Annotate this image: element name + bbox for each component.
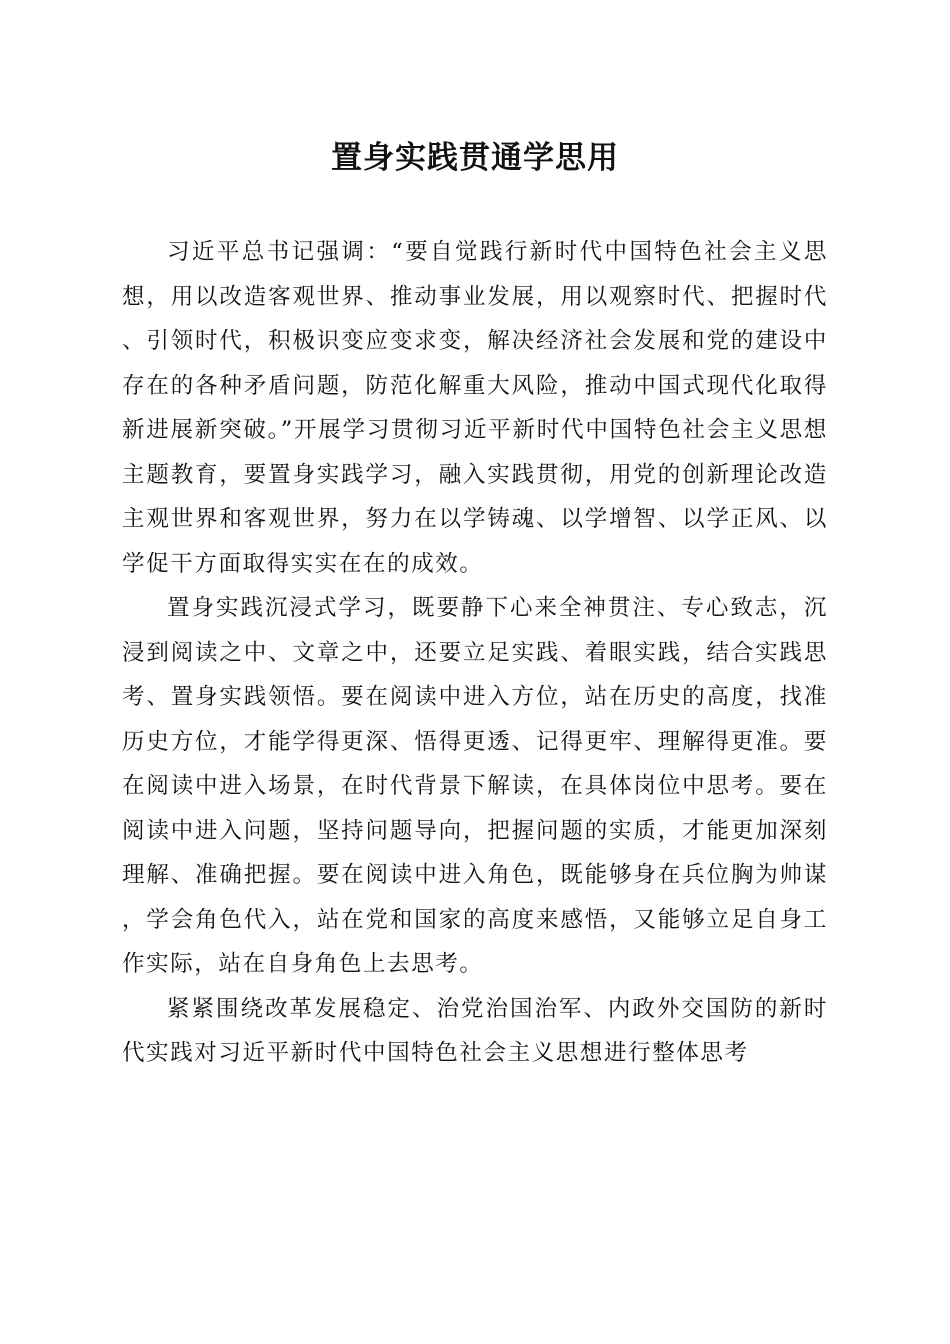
paragraph-3: 紧紧围绕改革发展稳定、治党治国治军、内政外交国防的新时代实践对习近平新时代中国特色社会主义思想进行整体思考: [122, 995, 828, 1066]
paragraph-2: 置身实践沉浸式学习，既要静下心来全神贯注、专心致志，沉浸到阅读之中、文章之中，还要立足实践、着眼实践，结合实践思考、置身实践领悟。要在阅读中进入方位，站在历史的高度，找准历史方位，才能学得更深、悟得更透、记得更牢、理解得更准。要在阅读中进入场景，在时代背景下解读，在具体岗位中思考。要在阅读中进入问题，坚持问题导向，把握问题的实质，才能更加深刻理解、准确把握。要在阅读中进入角色，既能够身在兵位胸为帅谋，学会角色代入，站在党和国家的高度来感悟，又能够立足自身工作实际，站在自身角色上去思考。: [122, 595, 828, 977]
document-title: 置身实践贯通学思用: [331, 140, 619, 176]
document-body: [122, 230, 828, 1076]
paragraph-1: 习近平总书记强调：“要自觉践行新时代中国特色社会主义思想，用以改造客观世界、推动事业发展，用以观察时代、把握时代、引领时代，积极识变应变求变，解决经济社会发展和党的建设中存在的各种矛盾问题，防范化解重大风险，推动中国式现代化取得新进展新突破。”开展学习贯彻习近平新时代中国特色社会主义思想主题教育，要置身实践学习，融入实践贯彻，用党的创新理论改造主观世界和客观世界，努力在以学铸魂、以学增智、以学正风、以学促干方面取得实实在在的成效。: [122, 239, 828, 577]
